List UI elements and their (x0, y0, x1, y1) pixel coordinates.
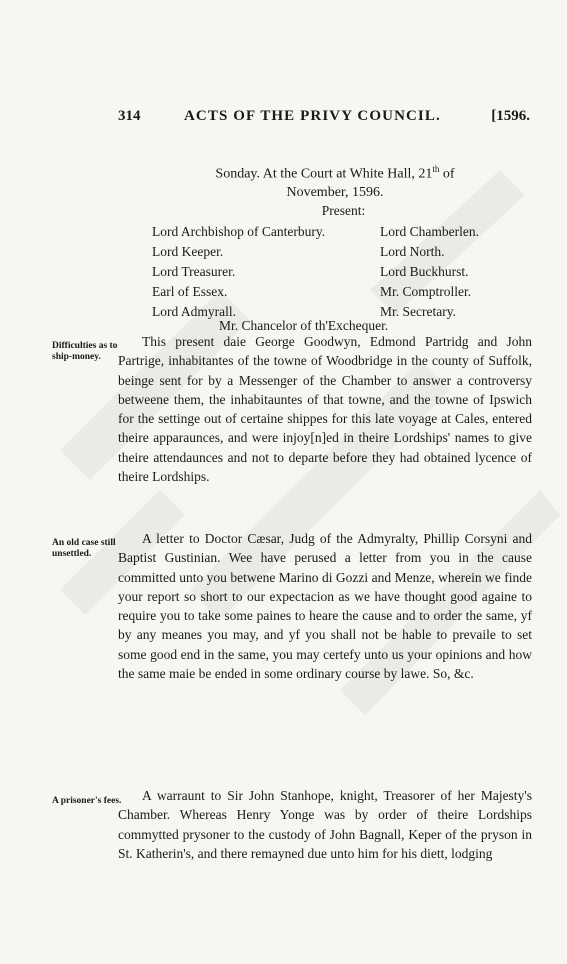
margin-note: An old case still unsettled. (52, 538, 116, 559)
running-title: ACTS OF THE PRIVY COUNCIL. (184, 108, 441, 124)
attendee: Lord North. (380, 244, 445, 259)
attendees-right (380, 222, 479, 322)
entry-paragraph: A letter to Doctor Cæsar, Judg of the Admyralty, Phillip Corsyni and Baptist Gustinian. Wee have perused a letter from you in the cause committed unto you betwene Marino di Gozzi and Menze, wherein we finde your report so short to our expectacion as we have thought good againe to require you to take some paines to heare the cause and to order the same, yf by any meanes you may, and yf you shall not be hable to prevaile to set some good end in the same, you may certefy unto us your opinions and how the same maie be ended in some ordinary course by lawe. So, &c. (118, 531, 532, 682)
attendee: Lord Admyrall. (152, 304, 236, 319)
attendee: Mr. Secretary. (380, 304, 456, 319)
present-label: Present: (321, 203, 366, 218)
attendee-center: Mr. Chancelor of th'Exchequer. (219, 318, 389, 333)
attendee: Lord Buckhurst. (380, 264, 469, 279)
margin-note: Difficulties as to ship-money. (52, 341, 118, 362)
attendee: Lord Archbishop of Canterbury. (152, 224, 326, 239)
attendee: Earl of Essex. (152, 284, 228, 299)
entry-paragraph: This present daie George Goodwyn, Edmond Partridg and John Partrige, inhabitantes of the towne of Woodbridge in the county of Suffolk, beinge sent for by a Messenger of the Chamber to answer a controversy betweene them, the inhabitauntes of that towne, and the towne of Ipswich for the settinge out of certaine shippes for this late voyage at Cales, entered theire apparaunces, and were injoy[n]ed in theire Lordships' names to give theire attendaunces and not to departe before they had obtained lycence of theire Lordships. (118, 334, 532, 485)
attendee: Lord Chamberlen. (380, 224, 479, 239)
header-year: [1596. (491, 108, 530, 124)
attendee: Lord Treasurer. (152, 264, 236, 279)
running-header (118, 108, 530, 130)
attendees-left (152, 222, 325, 322)
attendee: Mr. Comptroller. (380, 284, 472, 299)
entry-paragraph: A warraunt to Sir John Stanhope, knight, Treasorer of her Majesty's Chamber. Whereas Henry Yonge was by order of theire Lordships commytted prysoner to the custody of John Bagnall, Keper of the pryson in St. Katherin's, and there remayned due unto him for his diett, lodging (118, 788, 532, 861)
session-title: Sonday. At the Court at White Hall, 21th of November, 1596. (215, 164, 455, 200)
attendee: Lord Keeper. (152, 244, 224, 259)
margin-note: A prisoner's fees. (52, 796, 122, 806)
page-number: 314 (118, 108, 141, 124)
